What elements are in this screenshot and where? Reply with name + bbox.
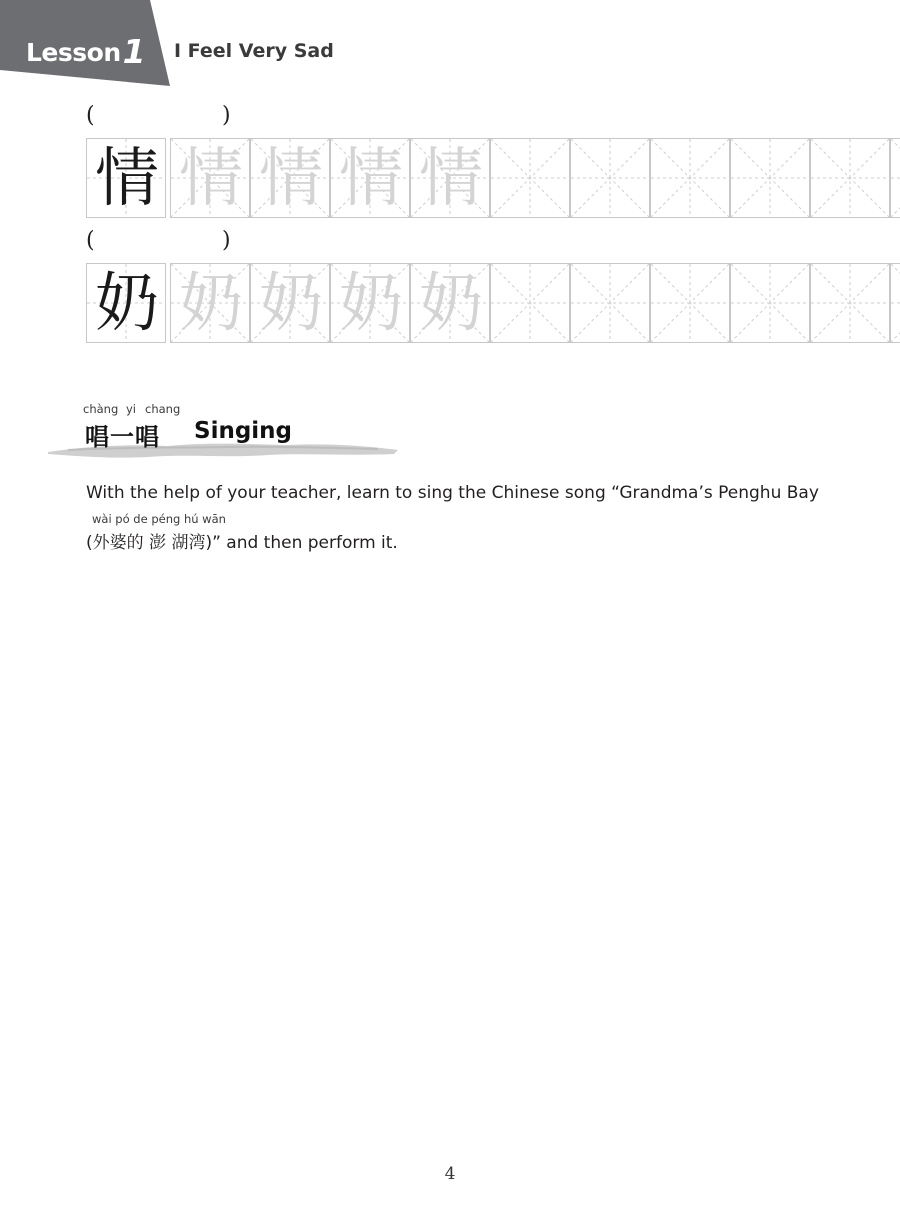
paren-open: ( <box>86 103 95 128</box>
grid-guide-lines <box>891 264 900 342</box>
blank-writing-cell <box>650 263 730 343</box>
instruction-line-2 <box>86 528 398 553</box>
trace-character: 情 <box>339 142 403 216</box>
trace-character-cell <box>330 138 410 218</box>
paren-open: ( <box>86 228 95 253</box>
lesson-tab <box>0 0 170 86</box>
blank-writing-cell <box>570 138 650 218</box>
grid-guide-lines <box>651 139 729 217</box>
blank-writing-cell <box>810 138 890 218</box>
page-number: 4 <box>444 1164 456 1184</box>
trace-character-cell <box>170 138 250 218</box>
trace-character: 情 <box>179 142 243 216</box>
blank-writing-cell <box>490 263 570 343</box>
blank-writing-cell <box>890 138 900 218</box>
grid-guide-lines <box>651 264 729 342</box>
model-character: 奶 <box>95 267 159 341</box>
grid-guide-lines <box>811 264 889 342</box>
blank-writing-cell <box>730 138 810 218</box>
model-character: 情 <box>95 142 159 216</box>
paren-close: ) <box>222 228 231 253</box>
lesson-number: 1 <box>122 32 146 71</box>
grid-guide-lines <box>571 139 649 217</box>
trace-character: 情 <box>259 142 323 216</box>
trace-character-cell <box>330 263 410 343</box>
pinyin-chang-2: chang <box>145 402 181 416</box>
trace-character-cell <box>410 263 490 343</box>
lesson-label <box>26 30 145 69</box>
pinyin-chang: chàng <box>83 402 119 416</box>
grid-guide-lines <box>491 264 569 342</box>
grid-guide-lines <box>731 139 809 217</box>
trace-character: 奶 <box>419 267 483 341</box>
trace-character-cell <box>410 138 490 218</box>
blank-writing-cell <box>730 263 810 343</box>
grid-guide-lines <box>811 139 889 217</box>
song-title-pinyin: wài pó de péng hú wān <box>92 512 226 526</box>
blank-writing-cell <box>570 263 650 343</box>
trace-character: 奶 <box>339 267 403 341</box>
model-character-cell <box>86 138 166 218</box>
trace-character-cell <box>170 263 250 343</box>
trace-character-cell <box>250 138 330 218</box>
trace-character: 情 <box>419 142 483 216</box>
grid-guide-lines <box>571 264 649 342</box>
grid-guide-lines <box>491 139 569 217</box>
trace-character: 奶 <box>179 267 243 341</box>
instruction-line-1: With the help of your teacher, learn to sing the Chinese song “Grandma’s Penghu Bay <box>86 483 819 503</box>
grid-guide-lines <box>731 264 809 342</box>
trace-character: 奶 <box>259 267 323 341</box>
paren-close: ) <box>222 103 231 128</box>
writing-grid-row-1 <box>86 138 814 218</box>
section-title-chinese: 唱一唱 <box>85 423 160 451</box>
singing-section-header <box>48 400 408 470</box>
lesson-title: I Feel Very Sad <box>174 40 334 62</box>
blank-writing-cell <box>490 138 570 218</box>
song-title-chinese: (外婆的 澎 湖湾) <box>86 533 213 553</box>
trace-character-cell <box>250 263 330 343</box>
instruction-line-2-rest: ” and then perform it. <box>212 533 398 553</box>
section-title-english: Singing <box>194 418 293 444</box>
writing-grid-row-2 <box>86 263 814 343</box>
blank-writing-cell <box>810 263 890 343</box>
pinyin-yi: yi <box>126 402 137 416</box>
blank-writing-cell <box>890 263 900 343</box>
grid-guide-lines <box>891 139 900 217</box>
model-character-cell <box>86 263 166 343</box>
lesson-word: Lesson <box>26 38 121 67</box>
blank-writing-cell <box>650 138 730 218</box>
